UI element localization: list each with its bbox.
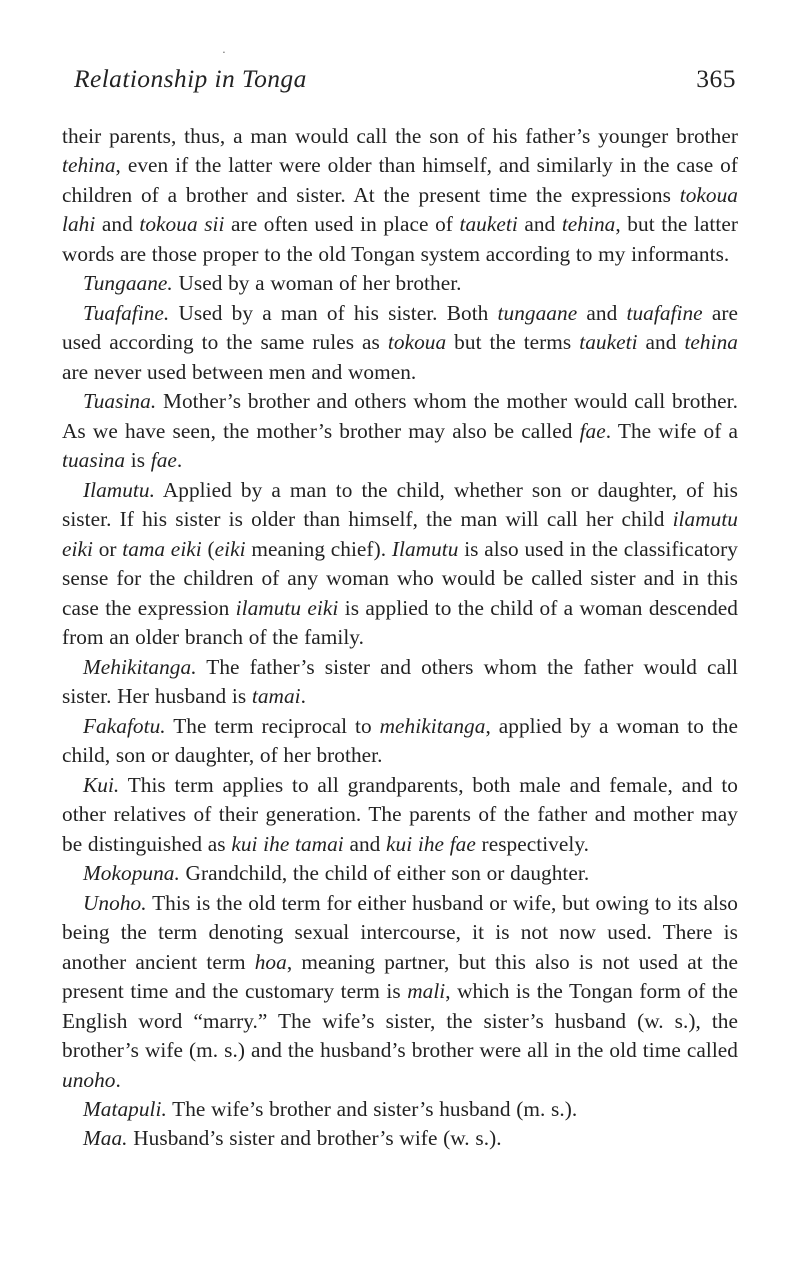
italic-term: tokoua sii [139,212,225,237]
italic-term: Unoho. [83,890,147,915]
italic-term: kui ihe fae [386,831,476,856]
text-run: are never used between men and women. [62,359,417,384]
paragraph [62,653,738,712]
italic-term: Tuasina. [83,389,157,414]
paragraph [62,299,738,387]
paragraph [62,1095,738,1124]
italic-term: tehina [62,153,116,178]
text-run: or [92,536,123,561]
text-run: , applied by a woman to the child, son or daughter, of her brother. [62,713,738,768]
text-run: is [125,448,151,473]
page-number: 365 [696,64,736,93]
italic-term: tehina [561,212,616,237]
text-run: . [115,1067,121,1092]
text-run: . The wife of a [605,418,738,443]
paragraph [62,889,738,1095]
italic-term: tauketi [579,330,638,355]
text-run: , but the latter words are those proper to the old Tongan system according to my informants. [62,212,739,266]
italic-term: mehikitanga [379,713,486,738]
text-run: The wife’s brother and sister’s husband (m. s.). [166,1096,578,1121]
italic-term: Tuafafine. [83,300,170,325]
italic-term: mali [407,979,446,1004]
text-run: Used by a man of his sister. Both [169,300,498,325]
text-run: are used according to the same rules as [62,300,739,355]
text-run: The father’s sister and others whom the father would call sister. Her husband is [62,654,738,709]
paragraph [62,859,738,888]
text-run: The term reciprocal to [165,713,380,738]
text-run: , meaning partner, but this also is not used at the present time and the customary term is [62,949,738,1004]
text-run: and [95,212,140,237]
text-run: This is the old term for either husband or wife, but owing to its also being the term denoting sexual intercourse, it is not now used. There is another ancient term [62,890,738,974]
paragraph [62,269,738,298]
text-run: meaning chief). [245,536,392,561]
paragraph [62,712,738,771]
italic-term: eiki [214,536,246,561]
text-run: ( [201,536,215,561]
italic-term: Ilamutu [391,536,459,561]
italic-term: tokoua [387,330,447,355]
italic-term: tokoua lahi [62,182,738,237]
text-run: are often used in place of [224,212,460,237]
text-run: This term applies to all grandparents, both male and female, and to other relatives of their generation. The parents of the father and mother may be distinguished as [62,772,738,856]
text-run: . [176,448,183,473]
italic-term: tama eiki [122,536,202,561]
text-run: and [637,330,685,355]
running-head [62,64,738,94]
page-top-mark: ᐧ [222,45,226,60]
text-run: is also used in the classificatory sense for the children of any woman who would be called sister and in this case the expression [62,536,738,620]
italic-term: tauketi [459,212,518,237]
text-run: but the terms [446,330,580,355]
italic-term: ilamutu eiki [62,507,738,561]
text-run: and [517,212,562,237]
text-run: Used by a woman of her brother. [172,271,462,296]
paragraph [62,1124,738,1153]
paragraph [62,476,738,653]
italic-term: tamai [251,684,301,709]
text-run: , which is the Tongan form of the English word “marry.” The wife’s sister, the sister’s husband (w. s.), the brother’s wife (m. s.) and the husband’s brother were all in the old time called [62,979,738,1063]
running-head-title: Relationship in Tonga [74,64,307,93]
text-run: and [343,831,387,856]
paragraph [62,122,738,269]
text-run: Grandchild, the child of either son or daughter. [179,861,590,886]
paragraph [62,387,738,475]
italic-term: tungaane [497,300,578,325]
text-run: . [300,684,307,709]
italic-term: ilamutu eiki [235,595,339,620]
text-run: , even if the latter were older than himself, and similarly in the case of children of a brother and sister. At the present time the expressions [62,153,738,207]
italic-term: fae [150,448,177,473]
italic-term: fae [579,418,606,443]
body-text [62,122,738,1154]
italic-term: tuasina [62,448,126,473]
text-run: Mother’s brother and others whom the mother would call brother. As we have seen, the mother’s brother may also be called [62,389,738,443]
italic-term: Maa. [83,1126,128,1151]
text-run: Applied by a man to the child, whether son or daughter, of his sister. If his sister is older than himself, the man will call her child [62,477,738,532]
italic-term: Tungaane. [83,271,173,296]
text-run: respectively. [475,831,590,856]
italic-term: Kui. [83,772,120,797]
text-run: Husband’s sister and brother’s wife (w. s.). [127,1126,502,1151]
italic-term: Matapuli. [83,1096,167,1121]
text-run: their parents, thus, a man would call the son of his father’s younger brother [62,124,738,148]
italic-term: unoho [62,1067,116,1092]
italic-term: Mehikitanga. [83,654,197,679]
italic-term: kui ihe tamai [231,831,344,856]
text-run: is applied to the child of a woman descended from an older branch of the family. [62,595,738,650]
italic-term: Fakafotu. [83,713,166,738]
italic-term: Ilamutu. [83,477,155,502]
italic-term: tehina [684,330,738,355]
paragraph [62,771,738,859]
italic-term: tuafafine [626,300,703,325]
italic-term: Mokopuna. [83,861,180,886]
text-run: and [577,300,627,325]
italic-term: hoa [254,949,287,974]
